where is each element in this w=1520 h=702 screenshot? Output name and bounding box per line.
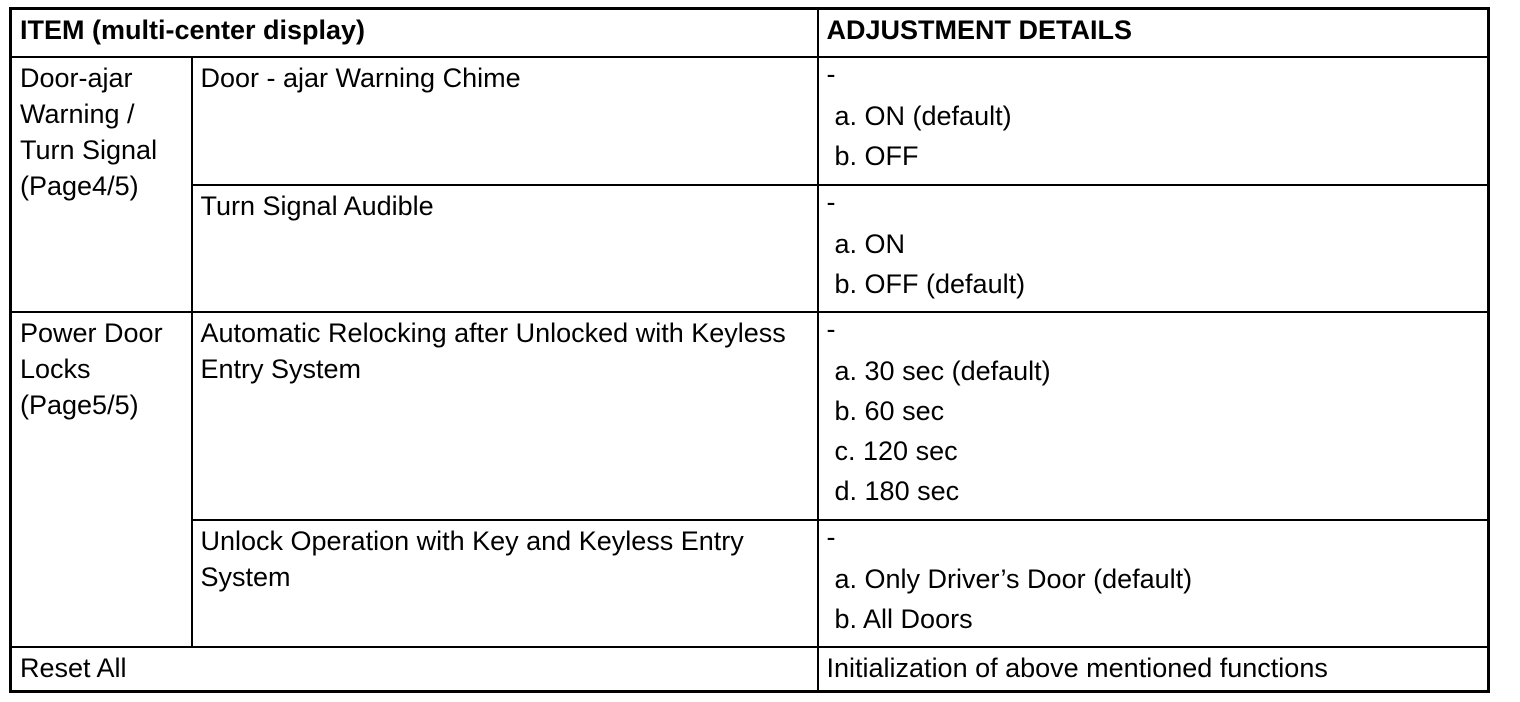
option-item: b. All Doors [834,604,973,634]
details-door-ajar-chime [818,57,1489,185]
settings-table [9,7,1490,693]
group-label-power-door-locks: Power Door Locks (Page5/5) [11,312,192,647]
details-reset-all: Initialization of above mentioned functions [818,647,1489,692]
option-item: d. 180 sec [834,476,960,506]
item-automatic-relocking: Automatic Relocking after Unlocked with Keyless Entry System [192,312,818,520]
table-row [11,647,1489,692]
header-row [11,9,1489,58]
group-label-door-ajar: Door-ajar Warning / Turn Signal (Page4/5) [11,57,192,312]
header-details: ADJUSTMENT DETAILS [818,9,1489,58]
header-item: ITEM (multi-center display) [11,9,818,58]
table-row [11,57,1489,185]
option-item: c. 120 sec [834,436,958,466]
details-automatic-relocking [818,312,1489,520]
option-item: a. ON [834,229,906,259]
table-row [11,312,1489,520]
dash-text: - [826,522,836,552]
option-item: b. OFF [834,141,919,171]
details-unlock-operation [818,520,1489,647]
item-door-ajar-chime: Door - ajar Warning Chime [192,57,818,185]
option-item: a. 30 sec (default) [834,356,1051,386]
dash-text: - [826,314,836,344]
dash-text: - [826,187,836,217]
details-turn-signal-audible [818,185,1489,312]
table-row [11,185,1489,312]
item-reset-all: Reset All [11,647,818,692]
option-item: b. 60 sec [834,396,945,426]
option-item: b. OFF (default) [834,269,1026,299]
item-turn-signal-audible: Turn Signal Audible [192,185,818,312]
option-item: a. Only Driver’s Door (default) [834,564,1193,594]
dash-text: - [826,59,836,89]
table-row [11,520,1489,647]
option-item: a. ON (default) [834,101,1012,131]
item-unlock-operation: Unlock Operation with Key and Keyless Entry System [192,520,818,647]
